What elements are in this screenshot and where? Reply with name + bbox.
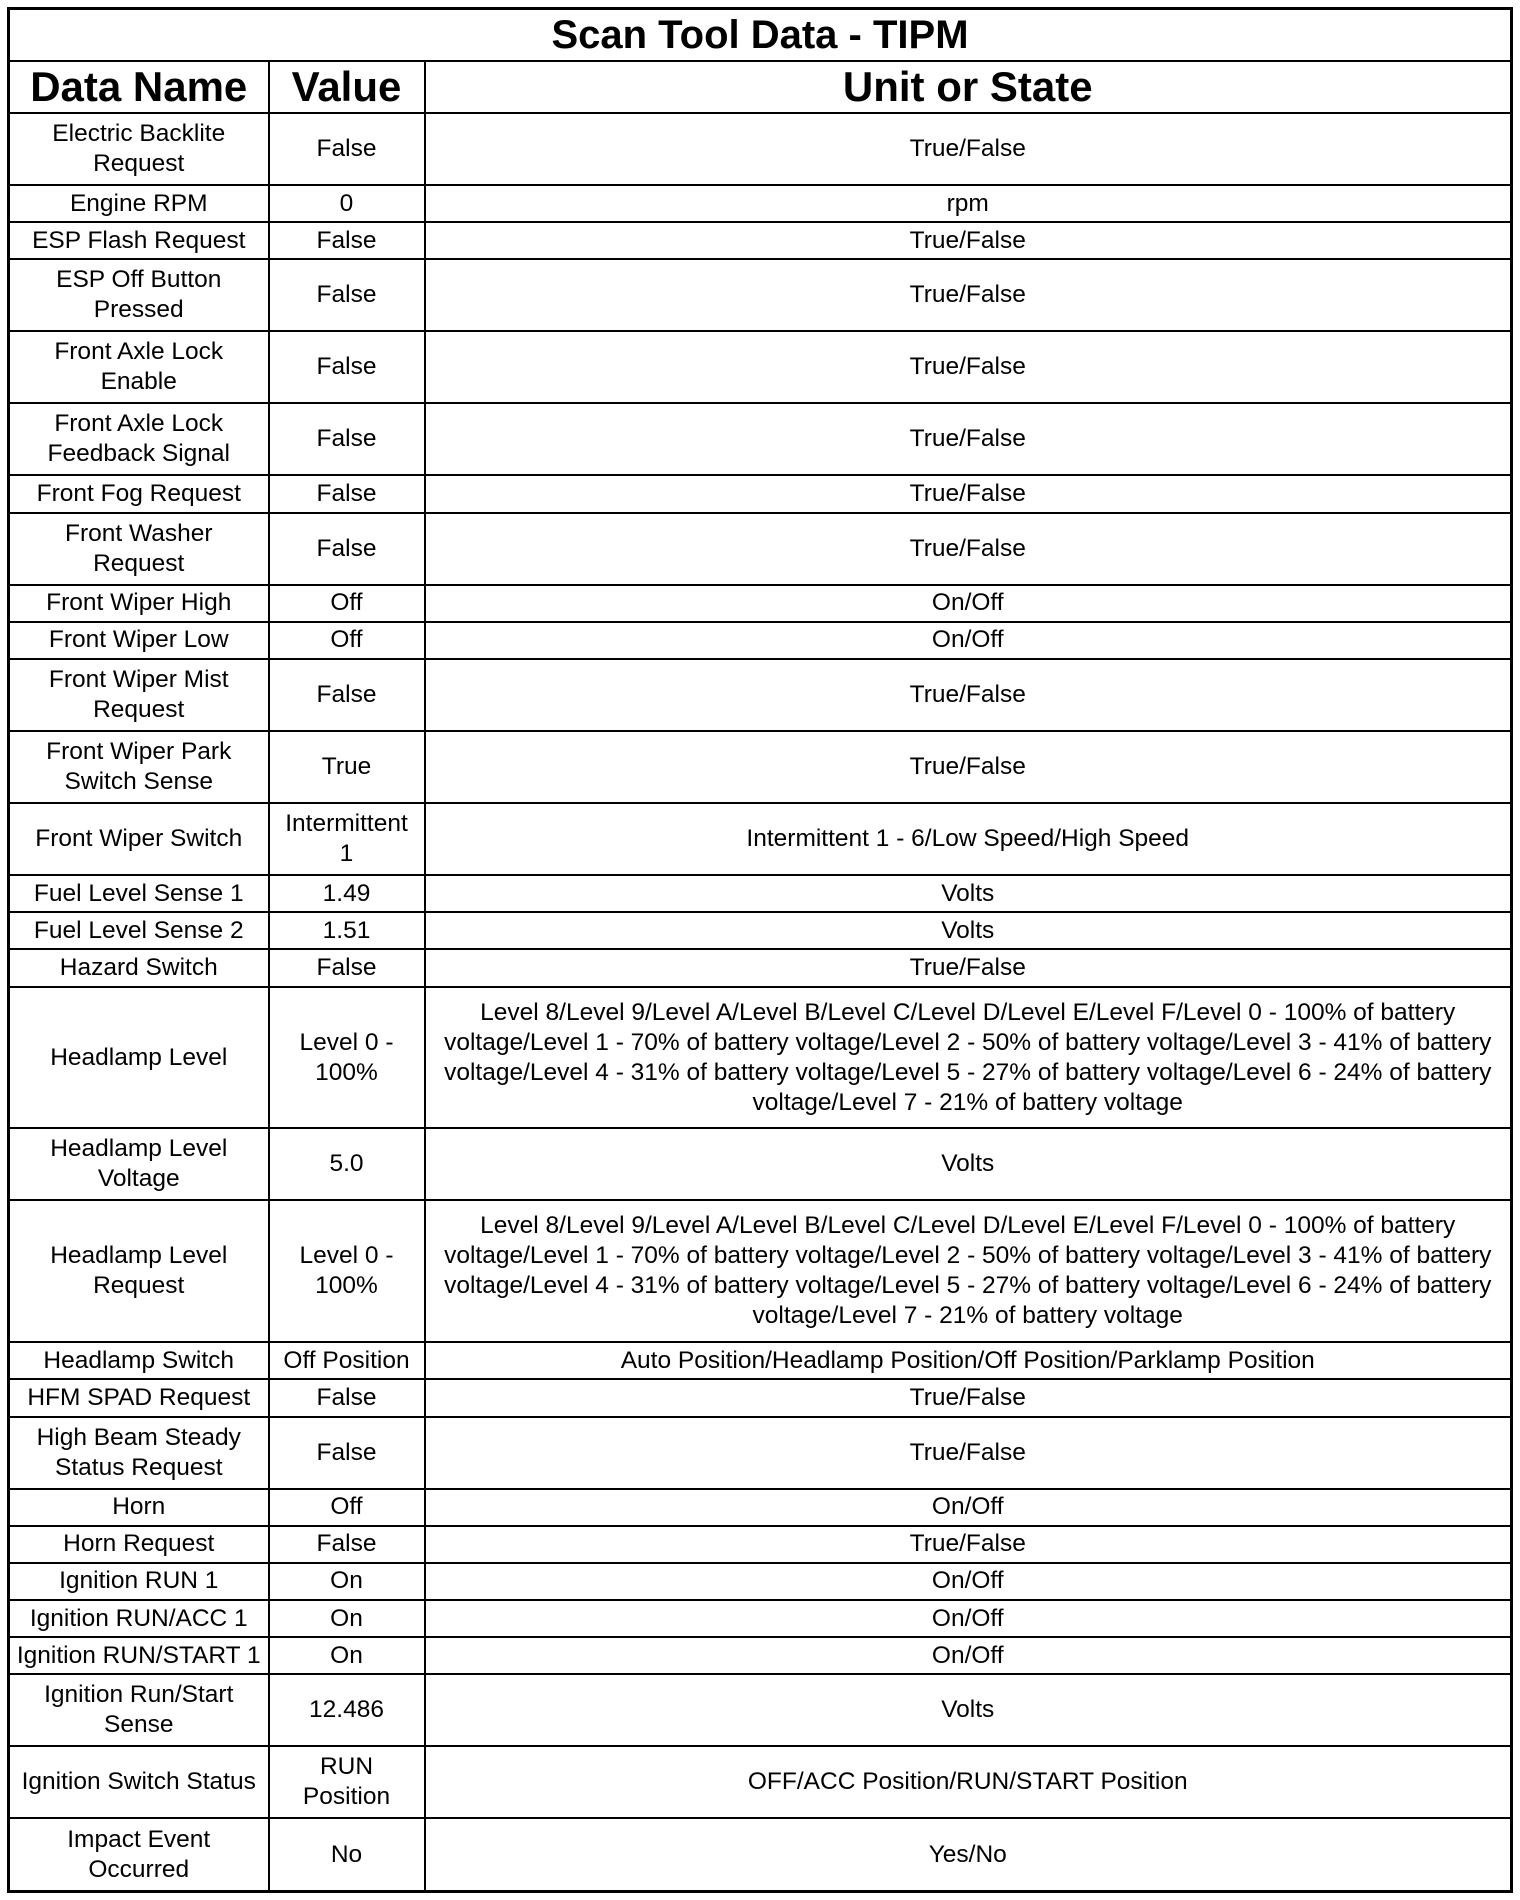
table-row <box>9 1379 1512 1416</box>
cell-unit-or-state: rpm <box>425 185 1512 222</box>
cell-data-name: Ignition RUN/ACC 1 <box>9 1600 269 1637</box>
cell-unit-or-state: On/Off <box>425 1637 1512 1674</box>
cell-data-name: Front Fog Request <box>9 475 269 512</box>
cell-unit-or-state: True/False <box>425 1379 1512 1416</box>
cell-data-name: Front Axle Lock Feedback Signal <box>9 403 269 475</box>
table-row <box>9 1637 1512 1674</box>
table-row <box>9 585 1512 622</box>
cell-data-name: Headlamp Switch <box>9 1342 269 1379</box>
cell-data-name: Fuel Level Sense 2 <box>9 912 269 949</box>
header-row <box>9 61 1512 113</box>
table-row <box>9 403 1512 475</box>
cell-unit-or-state: On/Off <box>425 622 1512 659</box>
cell-unit-or-state: Auto Position/Headlamp Position/Off Position/Parklamp Position <box>425 1342 1512 1379</box>
cell-value: Intermittent 1 <box>269 803 425 875</box>
cell-unit-or-state: Level 8/Level 9/Level A/Level B/Level C/Level D/Level E/Level F/Level 0 - 100% of battery voltage/Level 1 - 70% of battery voltage/Level 2 - 50% of battery voltage/Level 3 - 41% of battery voltage/Level 4 - 31% of battery voltage/Level 5 - 27% of battery voltage/Level 6 - 24% of battery voltage/Level 7 - 21% of battery voltage <box>425 987 1512 1129</box>
table-row <box>9 622 1512 659</box>
cell-unit-or-state: Volts <box>425 1128 1512 1200</box>
cell-data-name: Front Wiper Low <box>9 622 269 659</box>
cell-unit-or-state: Volts <box>425 1674 1512 1746</box>
cell-value: False <box>269 222 425 259</box>
table-row <box>9 1746 1512 1818</box>
table-row <box>9 731 1512 803</box>
table-row <box>9 1128 1512 1200</box>
cell-unit-or-state: True/False <box>425 403 1512 475</box>
cell-data-name: Ignition RUN 1 <box>9 1563 269 1600</box>
header-value: Value <box>269 61 425 113</box>
table-row <box>9 1600 1512 1637</box>
cell-value: False <box>269 949 425 986</box>
cell-value: 5.0 <box>269 1128 425 1200</box>
table-row <box>9 949 1512 986</box>
header-unit-or-state: Unit or State <box>425 61 1512 113</box>
scan-tool-data-sheet <box>7 7 1513 1893</box>
cell-data-name: Front Wiper Park Switch Sense <box>9 731 269 803</box>
cell-data-name: Ignition Run/Start Sense <box>9 1674 269 1746</box>
cell-unit-or-state: True/False <box>425 331 1512 403</box>
table-row <box>9 1200 1512 1342</box>
cell-unit-or-state: True/False <box>425 1417 1512 1489</box>
cell-data-name: HFM SPAD Request <box>9 1379 269 1416</box>
cell-value: False <box>269 659 425 731</box>
table-row <box>9 1674 1512 1746</box>
cell-data-name: Hazard Switch <box>9 949 269 986</box>
cell-data-name: Front Washer Request <box>9 513 269 585</box>
cell-unit-or-state: Level 8/Level 9/Level A/Level B/Level C/Level D/Level E/Level F/Level 0 - 100% of battery voltage/Level 1 - 70% of battery voltage/Level 2 - 50% of battery voltage/Level 3 - 41% of battery voltage/Level 4 - 31% of battery voltage/Level 5 - 27% of battery voltage/Level 6 - 24% of battery voltage/Level 7 - 21% of battery voltage <box>425 1200 1512 1342</box>
cell-data-name: Fuel Level Sense 1 <box>9 875 269 912</box>
table-row <box>9 1417 1512 1489</box>
table-row <box>9 222 1512 259</box>
cell-unit-or-state: Volts <box>425 912 1512 949</box>
cell-data-name: Horn <box>9 1489 269 1526</box>
table-row <box>9 1563 1512 1600</box>
cell-data-name: Front Wiper Switch <box>9 803 269 875</box>
cell-value: False <box>269 1526 425 1563</box>
cell-unit-or-state: On/Off <box>425 1600 1512 1637</box>
cell-value: On <box>269 1637 425 1674</box>
cell-data-name: Impact Event Occurred <box>9 1818 269 1891</box>
table-row <box>9 912 1512 949</box>
cell-data-name: Engine RPM <box>9 185 269 222</box>
cell-value: 0 <box>269 185 425 222</box>
cell-value: False <box>269 1379 425 1416</box>
cell-unit-or-state: True/False <box>425 475 1512 512</box>
table-row <box>9 513 1512 585</box>
table-body <box>9 113 1512 1892</box>
table-row <box>9 113 1512 185</box>
cell-data-name: Front Wiper Mist Request <box>9 659 269 731</box>
cell-unit-or-state: True/False <box>425 513 1512 585</box>
cell-unit-or-state: On/Off <box>425 1563 1512 1600</box>
cell-value: False <box>269 331 425 403</box>
cell-data-name: Front Axle Lock Enable <box>9 331 269 403</box>
cell-data-name: Electric Backlite Request <box>9 113 269 185</box>
cell-value: False <box>269 1417 425 1489</box>
table-row <box>9 475 1512 512</box>
cell-value: Off Position <box>269 1342 425 1379</box>
cell-data-name: High Beam Steady Status Request <box>9 1417 269 1489</box>
cell-value: False <box>269 259 425 331</box>
cell-value: Level 0 - 100% <box>269 1200 425 1342</box>
cell-value: On <box>269 1563 425 1600</box>
cell-data-name: Ignition RUN/START 1 <box>9 1637 269 1674</box>
cell-data-name: Front Wiper High <box>9 585 269 622</box>
table-row <box>9 659 1512 731</box>
table-row <box>9 1818 1512 1891</box>
cell-value: 1.49 <box>269 875 425 912</box>
cell-unit-or-state: True/False <box>425 113 1512 185</box>
cell-unit-or-state: Volts <box>425 875 1512 912</box>
cell-value: RUN Position <box>269 1746 425 1818</box>
cell-value: False <box>269 403 425 475</box>
scan-tool-data-table <box>7 7 1513 1893</box>
cell-unit-or-state: True/False <box>425 659 1512 731</box>
cell-unit-or-state: True/False <box>425 1526 1512 1563</box>
cell-unit-or-state: Intermittent 1 - 6/Low Speed/High Speed <box>425 803 1512 875</box>
cell-value: 12.486 <box>269 1674 425 1746</box>
cell-unit-or-state: True/False <box>425 949 1512 986</box>
cell-value: No <box>269 1818 425 1891</box>
cell-unit-or-state: On/Off <box>425 1489 1512 1526</box>
table-row <box>9 185 1512 222</box>
title-row <box>9 9 1512 62</box>
table-title: Scan Tool Data - TIPM <box>9 9 1512 62</box>
table-row <box>9 803 1512 875</box>
cell-value: False <box>269 513 425 585</box>
cell-data-name: Ignition Switch Status <box>9 1746 269 1818</box>
cell-data-name: Headlamp Level Voltage <box>9 1128 269 1200</box>
cell-value: Off <box>269 1489 425 1526</box>
table-row <box>9 1342 1512 1379</box>
header-data-name: Data Name <box>9 61 269 113</box>
cell-unit-or-state: OFF/ACC Position/RUN/START Position <box>425 1746 1512 1818</box>
table-row <box>9 331 1512 403</box>
cell-value: On <box>269 1600 425 1637</box>
cell-unit-or-state: True/False <box>425 259 1512 331</box>
table-row <box>9 1526 1512 1563</box>
cell-value: Level 0 - 100% <box>269 987 425 1129</box>
cell-data-name: ESP Off Button Pressed <box>9 259 269 331</box>
table-row <box>9 987 1512 1129</box>
cell-value: Off <box>269 622 425 659</box>
cell-value: False <box>269 475 425 512</box>
cell-value: True <box>269 731 425 803</box>
table-row <box>9 875 1512 912</box>
cell-unit-or-state: True/False <box>425 731 1512 803</box>
cell-value: False <box>269 113 425 185</box>
cell-data-name: Headlamp Level Request <box>9 1200 269 1342</box>
cell-data-name: ESP Flash Request <box>9 222 269 259</box>
cell-data-name: Horn Request <box>9 1526 269 1563</box>
cell-value: Off <box>269 585 425 622</box>
table-row <box>9 1489 1512 1526</box>
cell-data-name: Headlamp Level <box>9 987 269 1129</box>
table-row <box>9 259 1512 331</box>
cell-unit-or-state: Yes/No <box>425 1818 1512 1891</box>
cell-value: 1.51 <box>269 912 425 949</box>
cell-unit-or-state: True/False <box>425 222 1512 259</box>
cell-unit-or-state: On/Off <box>425 585 1512 622</box>
